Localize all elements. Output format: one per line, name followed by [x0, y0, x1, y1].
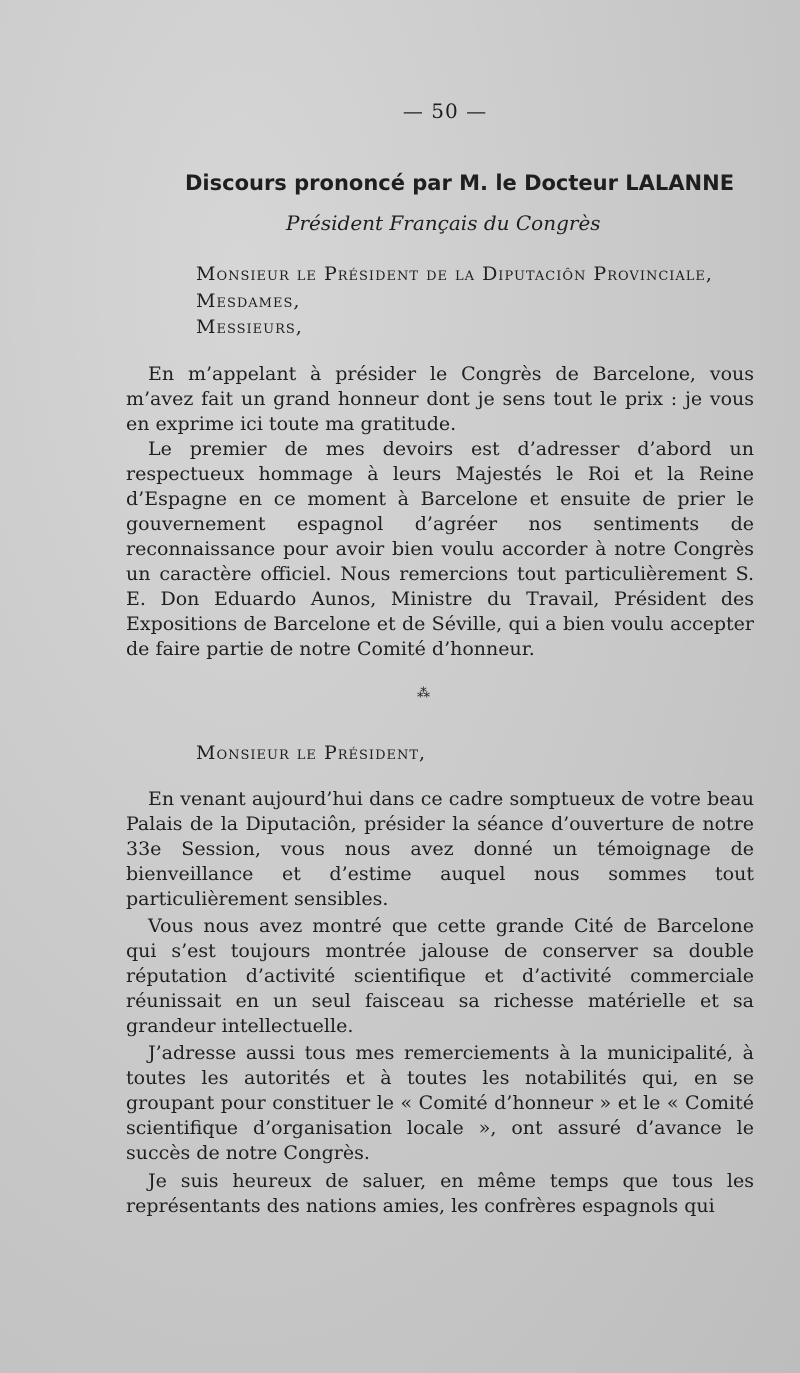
paragraph-remerciements: J’adresse aussi tous mes remerciements à la municipalité, à toutes les autorités et à toutes les notabilités qui, en se groupant pour constituer le « Comité d’honneur » et le « Comité scientifique d’organisation locale », ont assuré d’avance le succès de notre Congrès. [126, 1042, 754, 1164]
salutation-president: Monsieur le Président, [196, 742, 427, 764]
paragraph-saluer: Je suis heureux de saluer, en même temps que tous les représentants des nations amies, les confrères espagnols qui [126, 1170, 754, 1217]
section-separator: ⁂ [417, 686, 430, 701]
page-number: — 50 — [402, 99, 488, 123]
paragraph-cite-barcelone: Vous nous avez montré que cette grande Cité de Barcelone qui s’est toujours montrée jalouse de conserver sa double réputation d’activité scientifique et d’activité commerciale réunissait en un seul faisceau sa richesse matérielle et sa grandeur intellectuelle. [126, 915, 754, 1037]
salutation-messieurs: Messieurs, [196, 316, 303, 338]
salutation-mesdames: Mesdames, [196, 290, 301, 312]
salutation-president-diputacion: Monsieur le Président de la Diputaciôn Provinciale, [196, 263, 713, 285]
paragraph-palais: En venant aujourd’hui dans ce cadre somptueux de votre beau Palais de la Diputaciôn, présider la séance d’ouverture de notre 33e Session, vous nous avez donné un témoignage de bienveillance et d’estime auquel nous sommes tout particulièrement sensibles. [126, 788, 754, 910]
paragraph-gratitude: En m’appelant à présider le Congrès de Barcelone, vous m’avez fait un grand honneur dont je sens tout le prix : je vous en exprime ici toute ma gratitude. [126, 363, 754, 435]
speech-subtitle: Président Français du Congrès [286, 211, 601, 235]
paragraph-hommage: Le premier de mes devoirs est d’adresser d’abord un respectueux hommage à leurs Majestés le Roi et la Reine d’Espagne en ce moment à Barcelone et ensuite de prier le gouvernement espagnol d’agréer nos sentiments de reconnaissance pour avoir bien voulu accorder à notre Congrès un caractère officiel. Nous remercions tout particulièrement S. E. Don Eduardo Aunos, Ministre du Travail, Président des Expositions de Barcelone et de Séville, qui a bien voulu accepter de faire partie de notre Comité d’honneur. [126, 438, 754, 660]
speech-title: Discours prononcé par M. le Docteur LALANNE [185, 171, 735, 195]
